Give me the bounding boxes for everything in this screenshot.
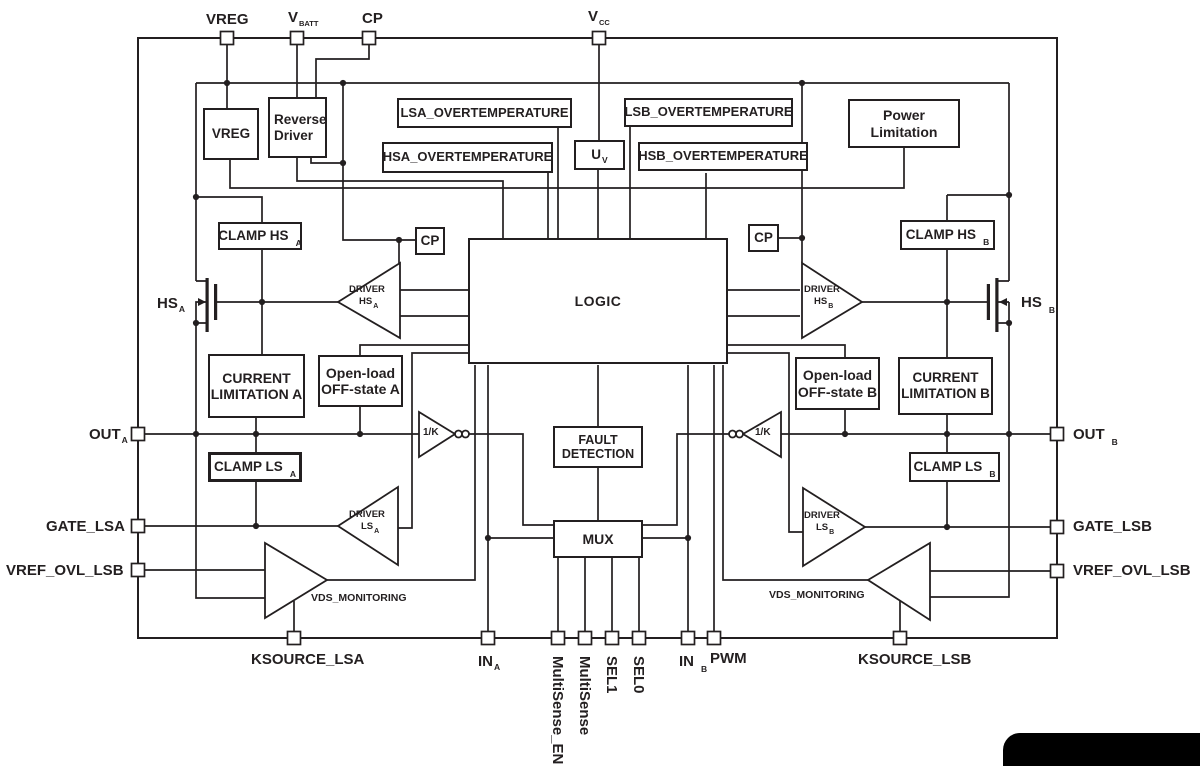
block-label-main: CLAMP LS [214, 459, 283, 475]
pin-label-pwm: PWM [710, 650, 747, 667]
hsb-mosfet-gate-bar [987, 284, 990, 320]
pin-label-sub: B [701, 664, 708, 674]
block-label-sub: B [989, 469, 996, 480]
pin-square-pwm [708, 632, 721, 645]
pin-label-vbatt [288, 9, 319, 28]
transistor-hsa-label [157, 295, 185, 314]
pin-label-in-a [478, 653, 501, 672]
redaction-blob [1003, 733, 1200, 766]
vds-monitoring-right-triangle [868, 543, 930, 620]
block-label: MUX [582, 530, 614, 547]
pin-square-vcc [593, 32, 606, 45]
block-fault-detection [553, 426, 643, 468]
pin-label-sub: A [494, 662, 501, 672]
block-label-sub: A [295, 238, 302, 249]
driver-label-line2 [359, 295, 385, 310]
hsb-mosfet-channel-bar [995, 278, 998, 332]
driver-label-main: HS [814, 295, 828, 307]
driver-label-main: LS [361, 520, 374, 532]
driver-label-main: HS [359, 295, 373, 307]
block-label: LIMITATION A [210, 386, 303, 402]
pin-label-main: OUT [89, 426, 121, 443]
vds-monitoring-right-label: VDS_MONITORING [769, 589, 865, 601]
pin-label-multisense-en: MultiSense_EN [549, 656, 566, 765]
block-current-limitation-a [208, 354, 305, 418]
block-label: Reverse [274, 111, 327, 127]
block-label: LIMITATION B [901, 386, 990, 401]
block-label-sub: A [289, 469, 296, 480]
pin-label-sub: B [1111, 437, 1118, 447]
driver-label-line1: DRIVER [349, 509, 385, 520]
block-label-main: CLAMP HS [905, 227, 977, 243]
pin-square-cp [363, 32, 376, 45]
pin-label-sub: CC [599, 18, 610, 27]
block-label: Limitation [870, 123, 938, 140]
pin-square-gate-lsb [1051, 521, 1064, 534]
hsa-mosfet-channel-bar [206, 278, 209, 332]
block-label-main: U [591, 147, 602, 163]
block-label [905, 227, 990, 248]
block-clamp-hsb [900, 220, 995, 250]
pin-label-sub: BATT [299, 19, 319, 28]
block-logic [468, 238, 728, 364]
block-label: LSA_OVERTEMPERATURE [400, 104, 569, 120]
block-label: Open-load [802, 367, 873, 384]
pin-label-sel1: SEL1 [603, 656, 620, 694]
block-label: Driver [274, 127, 314, 143]
pin-square-vref-ovl-right [1051, 565, 1064, 578]
pin-label-main: V [588, 8, 599, 25]
transistor-label-sub: B [1048, 305, 1055, 315]
block-label: FAULT [578, 432, 618, 447]
transistor-hsb-label [1021, 294, 1055, 315]
driver-label-sub: A [374, 527, 380, 535]
block-label: DETECTION [561, 447, 635, 461]
vds-monitoring-left-triangle [265, 543, 327, 618]
pin-square-sel0 [633, 632, 646, 645]
attenuator-right-label: 1/K [755, 427, 771, 438]
block-power-limitation [848, 99, 960, 148]
block-label: VREG [211, 126, 251, 142]
block-undervoltage [574, 140, 625, 170]
pin-label-out-b [1073, 426, 1118, 447]
block-label-sub: V [602, 155, 608, 166]
hsa-mosfet-arrow [198, 298, 206, 306]
pin-label-in-b [679, 653, 708, 674]
driver-label-main: LS [816, 521, 829, 533]
pin-label-ksource-lsa: KSOURCE_LSA [251, 651, 365, 668]
block-openload-a [318, 355, 403, 407]
block-mux [553, 520, 643, 558]
block-label: CP [754, 230, 773, 246]
block-lsb-overtemperature [624, 98, 793, 127]
pin-label-main: IN [679, 653, 694, 670]
block-label: Power [882, 107, 925, 124]
attenuator-left-label: 1/K [423, 427, 439, 438]
transistor-label-sub: A [178, 304, 185, 314]
pin-square-in-b [682, 632, 695, 645]
pin-label-out-a [89, 426, 128, 445]
pin-label-sub: A [121, 435, 128, 445]
inverter-bubble [736, 431, 743, 438]
pin-label-sel0: SEL0 [630, 656, 647, 694]
pin-square-vbatt [291, 32, 304, 45]
pin-label-main: IN [478, 653, 493, 670]
hsa-mosfet-gate-bar [214, 284, 217, 320]
block-label [913, 459, 996, 480]
pin-square-multisense-en [552, 632, 565, 645]
pin-label-main: V [288, 9, 299, 26]
block-label: Open-load [325, 364, 396, 381]
pin-square-out-b [1051, 428, 1064, 441]
driver-label-sub: B [828, 302, 834, 310]
block-label: CP [420, 233, 440, 249]
block-label: HSA_OVERTEMPERATURE [382, 149, 553, 165]
block-label [591, 147, 608, 166]
pin-square-ksource-lsb [894, 632, 907, 645]
pin-label-ksource-lsb: KSOURCE_LSB [858, 651, 972, 668]
pin-square-sel1 [606, 632, 619, 645]
pin-label-multisense: MultiSense [576, 656, 593, 736]
pin-square-gate-lsa [132, 520, 145, 533]
driver-label-line2 [814, 295, 840, 310]
pin-label-main: OUT [1073, 426, 1105, 443]
driver-lsb-label [804, 510, 840, 536]
vds-monitoring-left-label: VDS_MONITORING [311, 592, 407, 604]
hsb-mosfet-arrow [999, 298, 1007, 306]
transistor-label-main: HS [1021, 294, 1042, 311]
block-label-main: CLAMP LS [913, 459, 983, 475]
pin-square-vreg [221, 32, 234, 45]
block-label-main: CLAMP HS [218, 228, 289, 244]
inverter-bubble [729, 431, 736, 438]
block-label [214, 459, 296, 480]
transistor-label-main: HS [157, 295, 178, 312]
inverter-bubble [455, 431, 462, 438]
block-label-sub: B [983, 237, 990, 248]
driver-label-sub: A [373, 302, 379, 310]
pin-square-multisense [579, 632, 592, 645]
block-label [218, 228, 302, 249]
block-label: OFF-state A [321, 381, 400, 397]
block-label: OFF-state B [797, 383, 878, 400]
block-current-limitation-b [898, 357, 993, 415]
block-label: CURRENT [222, 369, 291, 386]
pin-square-vref-ovl-left [132, 564, 145, 577]
block-vreg [203, 108, 259, 160]
driver-label-line2 [816, 521, 840, 536]
block-clamp-lsb [909, 452, 1000, 482]
pin-square-in-a [482, 632, 495, 645]
pin-label-gate-lsa: GATE_LSA [46, 518, 125, 535]
inverter-bubble [462, 431, 469, 438]
driver-label-line2 [361, 520, 385, 535]
pin-label-vreg: VREG [206, 11, 249, 28]
pin-square-ksource-lsa [288, 632, 301, 645]
driver-hsb-label [804, 284, 840, 310]
pin-label-vref-ovl-lsb-left: VREF_OVL_LSB [6, 562, 124, 579]
driver-label-sub: B [829, 528, 835, 536]
pin-square-out-a [132, 428, 145, 441]
pin-label-gate-lsb: GATE_LSB [1073, 518, 1152, 535]
driver-lsa-label [349, 509, 385, 535]
block-label: CURRENT [912, 370, 979, 386]
block-reverse-driver [268, 97, 327, 158]
block-lsa-overtemperature [397, 98, 572, 128]
block-hsb-overtemperature [638, 142, 808, 171]
block-clamp-lsa [208, 452, 302, 482]
block-cp-b [748, 224, 779, 252]
pin-label-vcc [588, 8, 610, 27]
block-hsa-overtemperature [382, 142, 553, 173]
block-label: HSB_OVERTEMPERATURE [638, 148, 808, 164]
pin-label-vref-ovl-lsb-right: VREF_OVL_LSB [1073, 562, 1191, 579]
block-clamp-hsa [218, 222, 302, 250]
block-label: LSB_OVERTEMPERATURE [624, 104, 793, 120]
block-label: LOGIC [574, 292, 622, 309]
block-cp-a [415, 227, 445, 255]
driver-label-line1: DRIVER [349, 284, 385, 295]
driver-label-line1: DRIVER [804, 510, 840, 521]
driver-hsa-label [349, 284, 385, 310]
pin-label-cp: CP [362, 10, 383, 27]
driver-label-line1: DRIVER [804, 284, 840, 295]
block-openload-b [795, 357, 880, 410]
